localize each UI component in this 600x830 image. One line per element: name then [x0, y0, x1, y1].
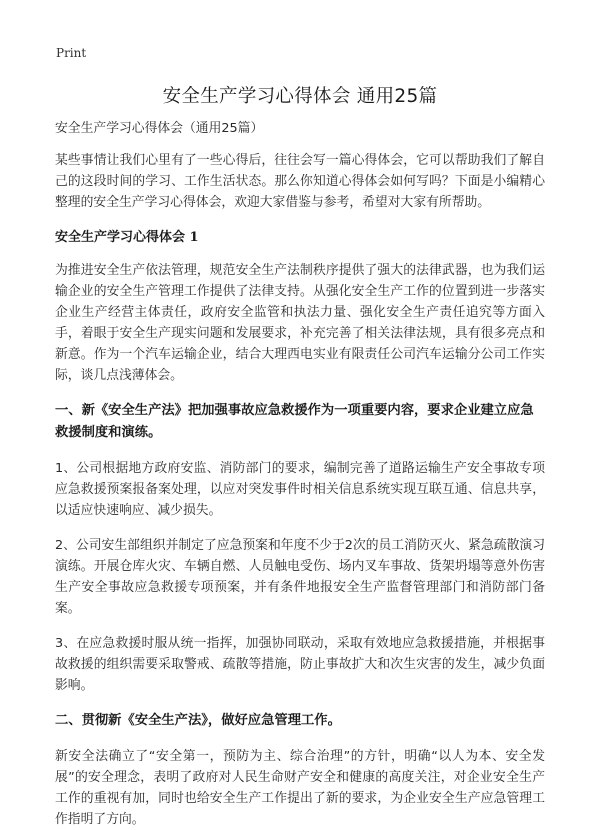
point-one-heading: 一、新《安全生产法》把加强事故应急救援作为一项重要内容，要求企业建立应急救援制度和演练。 [55, 403, 534, 440]
intro-paragraph: 某些事情让我们心里有了一些心得后，往往会写一篇心得体会，它可以帮助我们了解自己的这段时间的学习、工作生活状态。那么你知道心得体会如何写吗？下面是小编精心整理的安全生产学习心得体会，欢迎大家借鉴与参考，希望对大家有所帮助。 [55, 153, 545, 210]
print-link[interactable]: Print [56, 46, 87, 60]
point-two-heading: 二、贯彻新《安全生产法》，做好应急管理工作。 [55, 713, 341, 728]
section-paragraph: 为推进安全生产依法管理，规范安全生产法制秩序提供了强大的法律武器，也为我们运输企业的安全生产管理工作提供了法律支持。从强化安全生产工作的位置到进一步落实企业生产经营主体责任，政府安全监管和执法力量、强化安全生产责任追究等方面入手，着眼于安全生产现实问题和发展要求，补充完善了相关法律法规，具有很多亮点和新意。作为一个汽车运输企业，结合大理西电实业有限责任公司汽车运输分公司工作实际，谈几点浅薄体会。 [55, 263, 545, 383]
document-title: 安全生产学习心得体会 通用25篇 [162, 86, 438, 107]
list-item: 2、公司安生部组织并制定了应急预案和年度不少于2次的员工消防灭火、紧急疏散演习演练。开展仓库火灾、车辆自燃、人员触电受伤、场内叉车事故、货架坍塌等意外伤害生产安全事故应急救援专项预案，并有条件地报安全生产监督管理部门和消防部门备案。 [55, 538, 545, 616]
document-subtitle: 安全生产学习心得体会（通用25篇） [55, 121, 264, 136]
document-body [55, 118, 545, 830]
list-item: 1、公司根据地方政府安监、消防部门的要求，编制完善了道路运输生产安全事故专项应急救援预案报备案处理，以应对突发事件时相关信息系统实现互联互通、信息共享，以适应快速响应、减少损失。 [55, 461, 545, 518]
section-heading: 安全生产学习心得体会 1 [55, 230, 199, 245]
point-two-paragraph: 新安全法确立了“安全第一，预防为主、综合治理”的方针，明确“以人为本、安全发展”的安全理念，表明了政府对人民生命财产安全和健康的高度关注，对企业安全生产工作的重视有加，同时也给安全生产工作提出了新的要求，为企业安全生产应急管理工作指明了方向。 [55, 749, 545, 827]
list-item: 3、在应急救援时服从统一指挥，加强协同联动，采取有效地应急救援措施，并根据事故救援的组织需要采取警戒、疏散等措施，防止事故扩大和次生灾害的发生，减少负面影响。 [55, 636, 545, 693]
